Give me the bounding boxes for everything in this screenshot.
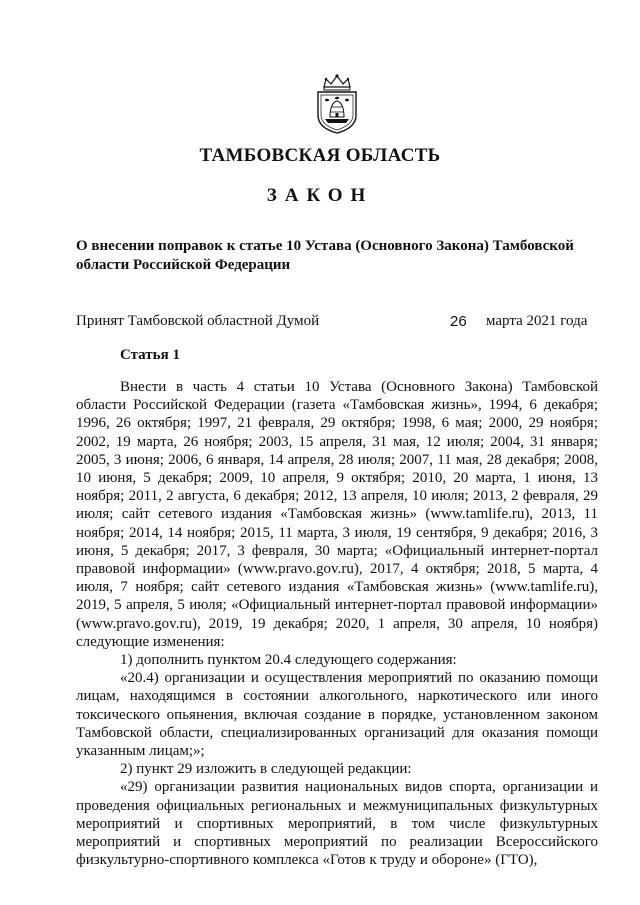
article-body [76,378,598,869]
paragraph: 1) дополнить пунктом 20.4 следующего содержания: [120,652,457,669]
adopted-by: Принят Тамбовской областной Думой [76,313,320,329]
coat-of-arms-icon [312,73,362,135]
paragraph: Внести в часть 4 статьи 10 Устава (Основного Закона) Тамбовской области Российской Федерации (газета «Тамбовская жизнь», 1994, 6 декабря; 1996, 26 октября; 1997, 21 февраля, 29 октября; 1998, 6 мая; 2000, 29 ноября; 2002, 19 марта, 26 ноября; 2003, 15 апреля, 31 мая, 12 июля; 2004, 31 января; 2005, 3 июня; 2006, 6 января, 14 апреля, 28 июля; 2007, 11 мая, 28 декабря; 2008, 10 июня, 5 декабря; 2009, 10 апреля, 9 октября; 2010, 20 марта, 1 июня, 13 ноября; 2011, 2 августа, 6 декабря; 2012, 13 апреля, 10 июля; 2013, 2 февраля, 29 июля; сайт сетевого издания «Тамбовская жизнь» (www.tamlife.ru), 2013, 11 ноября; 2014, 14 ноября; 2015, 11 марта, 3 июля, 19 сентября, 9 декабря; 2016, 3 июня, 5 декабря; 2017, 3 февраля, 30 марта; «Официальный интернет-портал правовой информации» (www.pravo.gov.ru), 2017, 4 октября; 2018, 5 марта, 4 июля, 7 ноября; сайт сетевого издания «Тамбовская жизнь» (www.tamlife.ru), 2019, 5 апреля, 5 июля; «Официальный интернет-портал правовой информации» (www.pravo.gov.ru), 2019, 19 декабря; 2020, 1 апреля, 30 апреля, 10 ноября) следующие изменения: [76,379,598,650]
article-title: Статья 1 [120,347,180,363]
law-subject: О внесении поправок к статье 10 Устава (Основного Закона) Тамбовской области Российской Федерации [76,238,574,273]
law-title: ЗАКОН [266,185,374,206]
paragraph: «20.4) организации и осуществления мероприятий по оказанию помощи лицам, находящимся в состоянии алкогольного, наркотического или иного токсического опьянения, включая создание в порядке, установленном законом Тамбовской области, специализированных организаций для оказания помощи указанным лицам;»; [76,670,598,760]
paragraph: 2) пункт 29 изложить в следующей редакции: [120,761,412,778]
paragraph: «29) организации развития национальных видов спорта, организации и проведения официальных региональных и межмуниципальных физкультурных мероприятий и спортивных мероприятий, в том числе физкультурных мероприятий и спортивных мероприятий по реализации Всероссийского физкультурно-спортивного комплекса «Готов к труду и обороне» (ГТО), [76,779,598,869]
adopted-day: 26 [450,313,467,330]
adopted-date: марта 2021 года [486,313,588,329]
region-title: ТАМБОВСКАЯ ОБЛАСТЬ [199,145,441,166]
